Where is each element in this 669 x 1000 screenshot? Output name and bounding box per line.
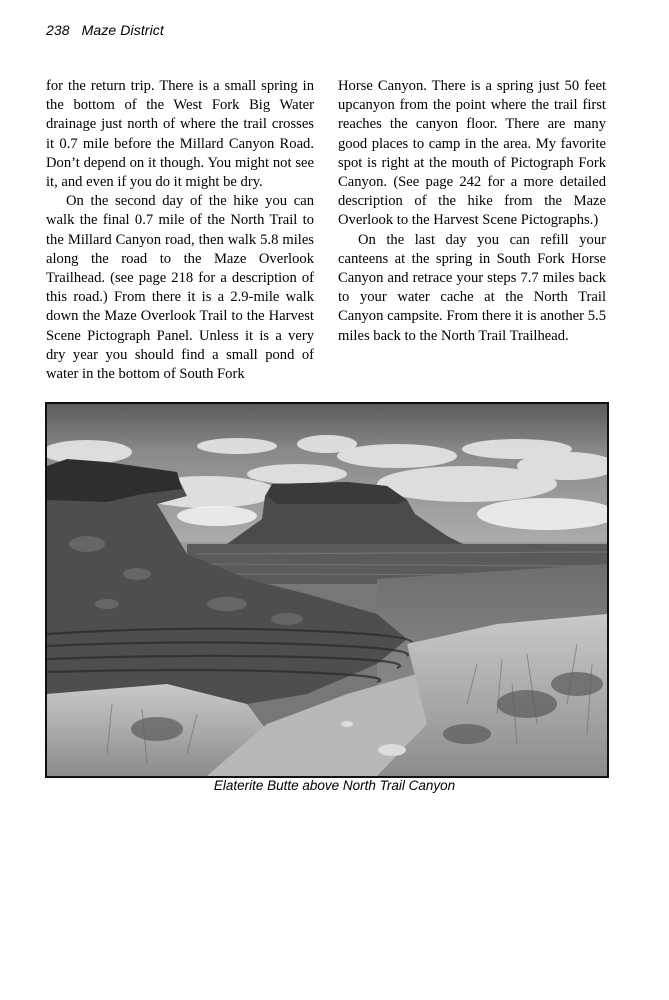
text-column-right (338, 77, 606, 346)
paragraph: Horse Canyon. There is a spring just 50 feet upcanyon from the point where the trail first reaches the canyon floor. There are many good places to camp in the area. My favorite spot is right at the mouth of Pictograph Fork Canyon. (See page 242 for a more detailed description of the hike from the Maze Overlook to the Harvest Scene Pictographs.) (338, 78, 606, 229)
paragraph: for the return trip. There is a small spring in the bottom of the West Fork Big Water drainage just north of where the trail crosses it 0.7 mile before the Millard Canyon Road. Don’t depend on it though. You might not see it, and even if you do it might be dry. (46, 78, 314, 191)
section-title: Maze District (81, 22, 164, 38)
running-header (46, 22, 164, 38)
page-number: 238 (46, 22, 70, 38)
paragraph: On the last day you can refill your canteens at the spring in South Fork Horse Canyon and retrace your steps 7.7 miles back to your water cache at the North Trail Canyon campsite. From there it is another 5.5 miles back to the North Trail Trailhead. (338, 231, 606, 344)
text-column-left (46, 77, 314, 384)
photo-illustration (47, 404, 607, 776)
paragraph: On the second day of the hike you can walk the final 0.7 mile of the North Trail to the Millard Canyon road, then walk 5.8 miles along the road to the Maze Overlook Trailhead. (see page 218 for a description of this road.) From there it is a 2.9-mile walk down the Maze Overlook Trail to the Harvest Scene Pictograph Panel. Unless it is a very dry year you should find a small pond of water in the bottom of South Fork (46, 193, 314, 383)
figure-caption: Elaterite Butte above North Trail Canyon (213, 778, 456, 793)
landscape-photo (45, 402, 609, 778)
